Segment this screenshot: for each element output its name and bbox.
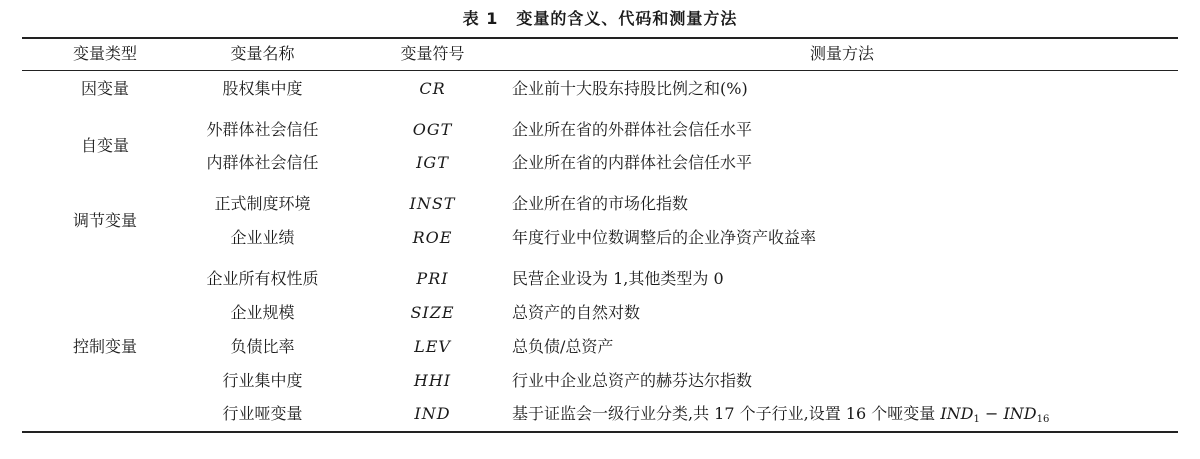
row-0-method: 企业前十大股东持股比例之和(%) [512,79,748,98]
row-6-symbol: SIZE [410,303,455,322]
row-9-method-subscript-2: 16 [1036,414,1050,425]
top-rule [22,37,1178,39]
table-number: 表 1 [462,9,499,28]
table-title: 变量的含义、代码和测量方法 [516,9,738,28]
row-9-method [512,404,1049,430]
row-1-method: 企业所在省的外群体社会信任水平 [512,120,753,139]
row-7-symbol: LEV [414,337,451,356]
row-9-method-text: 基于证监会一级行业分类,共 17 个子行业,设置 16 个哑变量 [512,404,941,423]
row-2-method: 企业所在省的内群体社会信任水平 [512,153,753,172]
row-0-name: 股权集中度 [222,79,303,98]
group-label-independent: 自变量 [80,136,129,155]
row-4-name: 企业业绩 [230,228,295,247]
group-label-control: 控制变量 [72,337,137,356]
row-6-method: 总资产的自然对数 [512,303,641,322]
row-9-symbol: IND [414,404,451,423]
header-variable-symbol: 变量符号 [400,44,465,63]
group-label-dependent: 因变量 [80,79,129,98]
row-5-name: 企业所有权性质 [206,269,319,288]
row-9-method-symbol-2: IND [1003,404,1037,423]
row-8-symbol: HHI [413,371,452,390]
row-0-symbol: CR [419,79,446,98]
bottom-rule [22,431,1178,433]
row-1-symbol: OGT [412,120,453,139]
row-4-symbol: ROE [412,228,453,247]
row-6-name: 企业规模 [230,303,295,322]
row-7-name: 负债比率 [230,337,295,356]
row-4-method: 年度行业中位数调整后的企业净资产收益率 [512,228,817,247]
row-5-method: 民营企业设为 1,其他类型为 0 [512,269,724,288]
row-9-method-dash: − [979,404,1004,423]
row-7-method: 总负债/总资产 [512,337,614,356]
header-variable-type: 变量类型 [72,44,137,63]
row-8-method: 行业中企业总资产的赫芬达尔指数 [512,371,753,390]
header-measurement: 测量方法 [809,44,874,63]
row-9-method-symbol-1: IND [940,404,974,423]
table-caption [0,6,1200,29]
header-rule [22,70,1178,71]
row-3-symbol: INST [409,194,456,213]
header-variable-name: 变量名称 [230,44,295,63]
row-5-symbol: PRI [416,269,449,288]
group-label-moderator: 调节变量 [72,211,137,230]
row-1-name: 外群体社会信任 [206,120,319,139]
row-9-name: 行业哑变量 [222,404,303,423]
row-9-method-subscript-1: 1 [973,414,980,425]
row-2-symbol: IGT [416,153,449,172]
row-8-name: 行业集中度 [222,371,303,390]
row-3-name: 正式制度环境 [214,194,311,213]
row-2-name: 内群体社会信任 [206,153,319,172]
row-3-method: 企业所在省的市场化指数 [512,194,689,213]
